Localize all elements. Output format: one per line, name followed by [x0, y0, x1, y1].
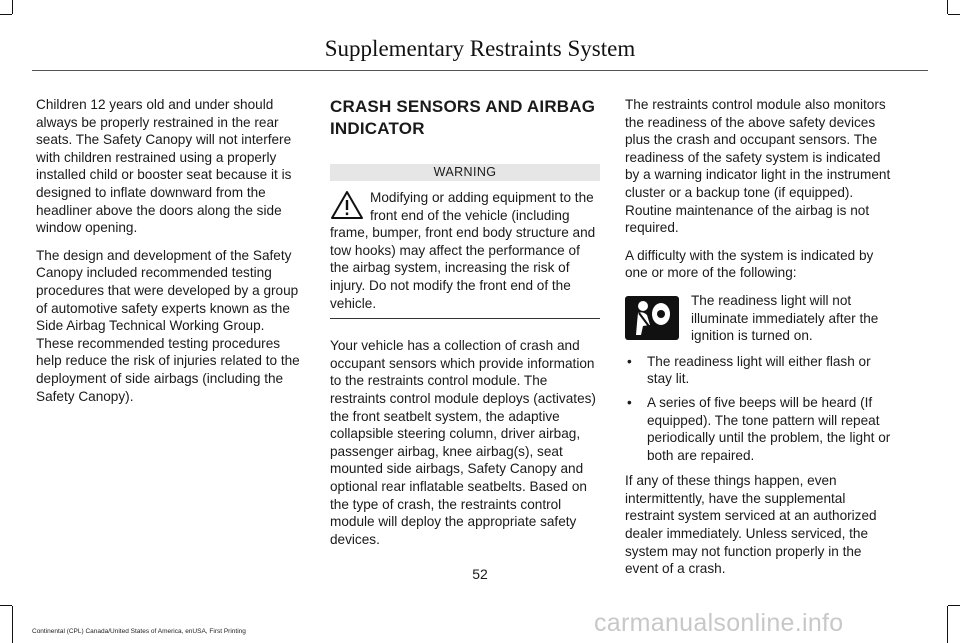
- symptom-list: [625, 353, 897, 465]
- footer-edition-text: Continental (CPL) Canada/United States of America, enUSA, First Printing: [32, 628, 246, 635]
- crop-mark-top-left-v: [12, 0, 13, 14]
- header-divider: [32, 70, 928, 71]
- crop-mark-bottom-left-v: [12, 606, 13, 643]
- column-middle: [330, 96, 600, 558]
- list-item-text: A series of five beeps will be heard (If equipped). The tone pattern will repeat periodically until the problem, the light or both are repaired.: [647, 394, 891, 463]
- airbag-indicator-text: The readiness light will not illuminate immediately after the ignition is turned on.: [691, 292, 879, 344]
- airbag-warning-icon: [625, 296, 679, 340]
- warning-label-bar: WARNING: [330, 164, 600, 181]
- crop-mark-bottom-right-h: [948, 605, 960, 606]
- paragraph-children-restraint: Children 12 years old and under should always be properly restrained in the rear seats. The Safety Canopy will not interfere with children restrained using a properly installed child or booster seat because it is designed to inflate downward from the headliner above the doors along the side window opening.: [36, 97, 292, 236]
- warning-triangle-icon: [330, 190, 364, 220]
- paragraph-difficulty-intro: A difficulty with the system is indicated by one or more of the following:: [625, 247, 874, 281]
- airbag-indicator-block: [625, 292, 897, 345]
- list-item: [625, 353, 897, 388]
- section-heading-line-1: CRASH SENSORS AND AIRBAG: [330, 97, 596, 116]
- list-item-text: The readiness light will either flash or stay lit.: [647, 353, 871, 387]
- watermark-text: carmanualsonline.info: [594, 609, 844, 637]
- paragraph-readiness-monitoring: The restraints control module also monitors the readiness of the above safety devices plus the crash and occupant sensors. The readiness of the safety system is indicated by a warning indicator light in the instrument cluster or a backup tone (if equipped). Routine maintenance of the airbag is not required.: [625, 97, 891, 236]
- bullet-marker: •: [627, 353, 632, 369]
- page-number: 52: [472, 566, 488, 582]
- paragraph-service-advice: If any of these things happen, even intermittently, have the supplemental restraint system serviced at an authorized dealer immediately. Unless serviced, the system may not function properly in the event of a crash.: [625, 473, 877, 577]
- column-left: [36, 96, 304, 415]
- section-heading-line-2: INDICATOR: [330, 119, 425, 138]
- airbag-icon-graphic: [629, 299, 675, 337]
- bullet-marker: •: [627, 394, 632, 410]
- paragraph-crash-sensors: Your vehicle has a collection of crash and occupant sensors which provide information to the restraints control module. The restraints control module deploys (activates) the front seatbelt system, the adaptive collapsible steering column, driver airbag, passenger airbag, knee airbag(s), seat mounted side airbags, Safety Canopy and optional rear inflatable seatbelts. Based on the type of crash, the restraints control module will deploy the appropriate safety devices.: [330, 338, 596, 547]
- crop-mark-bottom-left-h: [0, 605, 12, 606]
- list-item: [625, 394, 897, 464]
- warning-text: Modifying or adding equipment to the front end of the vehicle (including frame, bumper, front end body structure and tow hooks) may affect the performance of the airbag system, increasing the risk of injury. Do not modify the front end of the vehicle.: [330, 190, 596, 311]
- page-header-title: Supplementary Restraints System: [324, 36, 636, 61]
- crop-mark-top-right-v: [947, 0, 948, 14]
- crop-mark-top-right-h: [948, 14, 960, 15]
- section-heading: [330, 96, 600, 140]
- warning-block: [330, 189, 600, 312]
- warning-divider: [330, 318, 600, 319]
- crop-mark-top-left-h: [0, 14, 12, 15]
- paragraph-safety-canopy-design: The design and development of the Safety Canopy included recommended testing procedures that were developed by a group of automotive safety experts known as the Side Airbag Technical Working Group. These recommended testing procedures help reduce the risk of injuries related to the deployment of side airbags (including the Safety Canopy).: [36, 247, 300, 404]
- column-right: [625, 96, 897, 588]
